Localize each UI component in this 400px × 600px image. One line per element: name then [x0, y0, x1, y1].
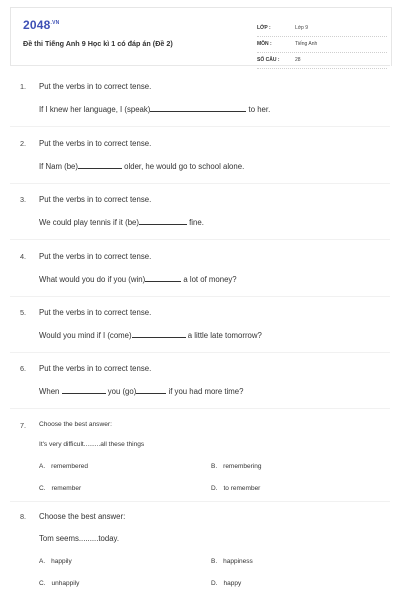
question-number: 3. [20, 195, 27, 204]
option-text: unhappily [51, 580, 80, 587]
sentence-part: When [39, 387, 60, 396]
option-a[interactable] [39, 558, 72, 565]
sentence-part: a lot of money? [181, 275, 237, 284]
answer-blank[interactable] [78, 161, 122, 169]
meta-value: 28 [295, 57, 301, 63]
answer-blank[interactable] [62, 386, 106, 394]
question-sentence [39, 161, 244, 171]
option-text: remember [51, 485, 82, 492]
option-text: remembering [223, 463, 262, 470]
question-prompt: Choose the best answer: [39, 512, 126, 521]
question-sentence: It's very difficult.........all these things [39, 441, 145, 448]
sentence-part: you (go) [105, 387, 137, 396]
sentence-part: We could play tennis if it (be) [39, 218, 139, 227]
sentence-part: if you had more time? [166, 387, 244, 396]
answer-blank[interactable] [136, 386, 166, 394]
sentence-part: to her. [246, 105, 271, 114]
question-sentence [39, 274, 237, 284]
sentence-part: Would you mind if I (come) [39, 331, 132, 340]
question-prompt: Put the verbs in to correct tense. [39, 139, 152, 148]
meta-value: Tiếng Anh [295, 41, 318, 47]
meta-label: LỚP : [257, 25, 271, 31]
option-text: happily [51, 558, 72, 565]
question-prompt: Put the verbs in to correct tense. [39, 364, 152, 373]
question-prompt: Put the verbs in to correct tense. [39, 82, 152, 91]
answer-blank[interactable] [150, 104, 246, 112]
option-text: happiness [223, 558, 253, 565]
question-sentence [39, 330, 262, 340]
sentence-part: a little late tomorrow? [185, 331, 262, 340]
option-letter: A. [39, 558, 46, 565]
option-c[interactable] [39, 485, 81, 492]
option-letter: B. [211, 463, 218, 470]
option-letter: D. [211, 580, 218, 587]
option-letter: A. [39, 463, 46, 470]
meta-label: MÔN : [257, 41, 272, 47]
option-text: happy [223, 580, 242, 587]
option-d[interactable] [211, 485, 260, 492]
question-sentence [39, 386, 243, 396]
sentence-part: What would you do if you (win) [39, 275, 146, 284]
question-number: 2. [20, 139, 27, 148]
question-separator [10, 239, 390, 240]
option-letter: B. [211, 558, 218, 565]
question-prompt: Put the verbs in to correct tense. [39, 252, 152, 261]
question-separator [10, 408, 390, 409]
question-separator [10, 296, 390, 297]
site-logo[interactable] [23, 18, 59, 32]
question-prompt: Put the verbs in to correct tense. [39, 308, 152, 317]
meta-value: Lớp 9 [295, 25, 309, 31]
meta-label: SỐ CÂU : [257, 57, 280, 63]
logo-text: 2048 [23, 18, 51, 32]
question-number: 7. [20, 421, 27, 430]
question-number: 5. [20, 308, 27, 317]
sentence-part: If Nam (be) [39, 162, 78, 171]
question-separator [10, 183, 390, 184]
sentence-part: fine. [186, 218, 204, 227]
option-letter: D. [211, 485, 218, 492]
question-number: 4. [20, 252, 27, 261]
question-sentence [39, 104, 270, 114]
option-d[interactable] [211, 580, 241, 587]
question-separator [10, 352, 390, 353]
document-title: Đề thi Tiếng Anh 9 Học kì 1 có đáp án (Đề 2) [23, 39, 173, 48]
question-prompt: Choose the best answer: [39, 421, 112, 428]
exam-meta [257, 22, 387, 70]
header-divider [10, 65, 390, 66]
option-b[interactable] [211, 463, 261, 470]
meta-row-subject [257, 38, 387, 53]
meta-row-count [257, 54, 387, 69]
logo-domain: .VN [50, 20, 60, 26]
question-number: 6. [20, 364, 27, 373]
option-c[interactable] [39, 580, 79, 587]
answer-blank[interactable] [139, 217, 187, 225]
option-b[interactable] [211, 558, 253, 565]
option-text: to remember [223, 485, 261, 492]
question-separator [10, 126, 390, 127]
question-number: 1. [20, 82, 27, 91]
question-separator [10, 501, 390, 502]
document-header [10, 7, 392, 66]
option-letter: C. [39, 580, 46, 587]
question-prompt: Put the verbs in to correct tense. [39, 195, 152, 204]
question-sentence [39, 217, 204, 227]
question-sentence: Tom seems.........today. [39, 534, 120, 543]
question-number: 8. [20, 512, 27, 521]
option-a[interactable] [39, 463, 88, 470]
option-text: remembered [51, 463, 89, 470]
sentence-part: older, he would go to school alone. [122, 162, 245, 171]
sentence-part: If I knew her language, I (speak) [39, 105, 151, 114]
meta-row-class [257, 22, 387, 37]
answer-blank[interactable] [145, 274, 181, 282]
option-letter: C. [39, 485, 46, 492]
answer-blank[interactable] [132, 330, 186, 338]
